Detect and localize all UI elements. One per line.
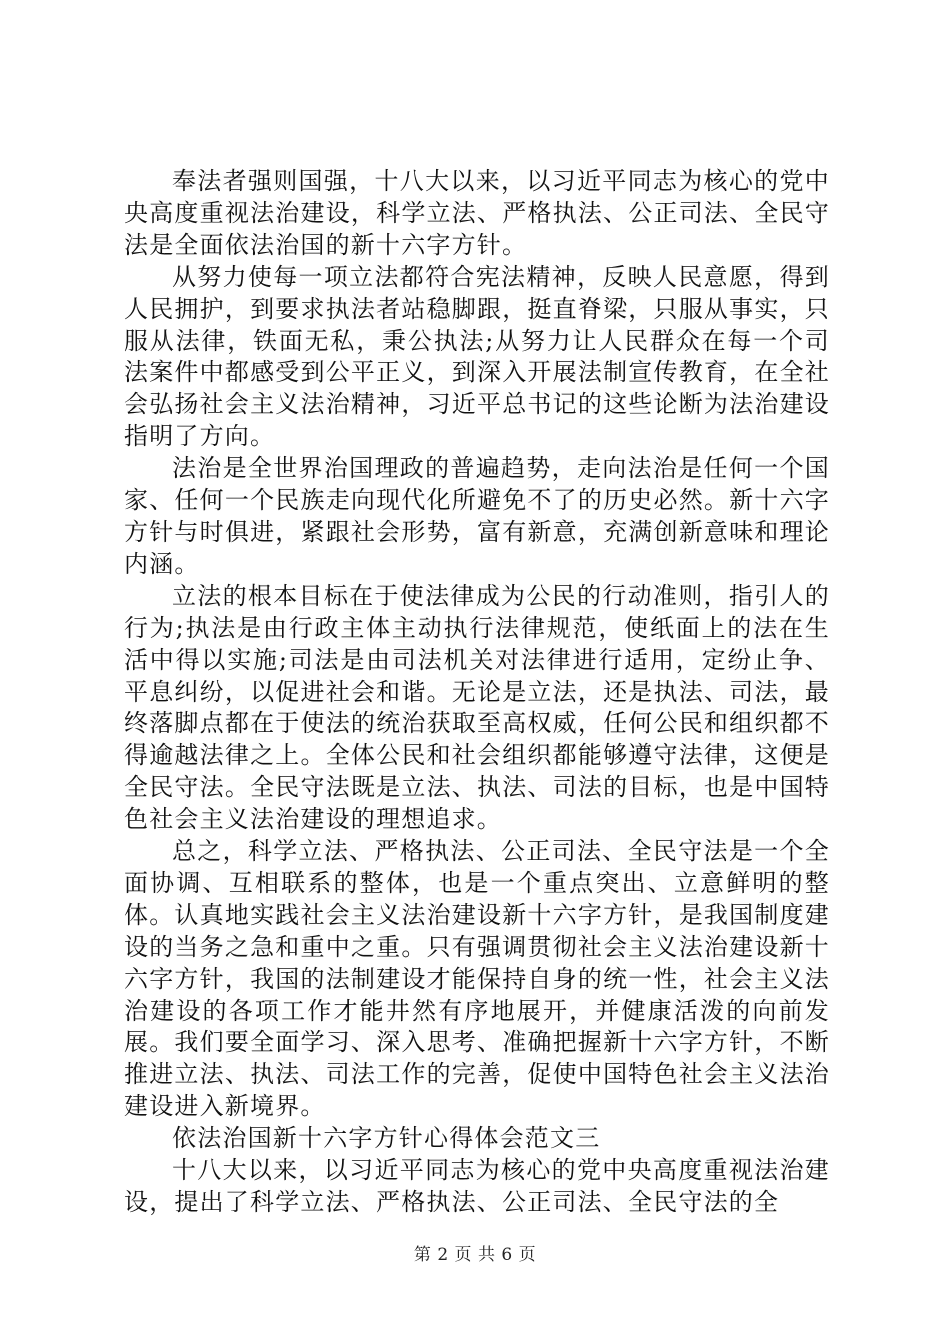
paragraph-4: 立法的根本目标在于使法律成为公民的行动准则，指引人的行为;执法是由行政主体主动执行法律规范，使纸面上的法在生活中得以实施;司法是由司法机关对法律进行适用，定纷止争、平息纠纷，以促进社会和谐。无论是立法，还是执法、司法，最终落脚点都在于使法的统治获取至高权威，任何公民和组织都不得逾越法律之上。全体公民和社会组织都能够遵守法律，这便是全民守法。全民守法既是立法、执法、司法的目标，也是中国特色社会主义法治建设的理想追求。	[124, 581, 830, 834]
page-footer	[0, 1240, 950, 1265]
paragraph-5: 总之，科学立法、严格执法、公正司法、全民守法是一个全面协调、互相联系的整体，也是一个重点突出、立意鲜明的整体。认真地实践社会主义法治建设新十六字方针，是我国制度建设的当务之急和重中之重。只有强调贯彻社会主义法治建设新十六字方针，我国的法制建设才能保持自身的统一性，社会主义法治建设的各项工作才能井然有序地展开，并健康活泼的向前发展。我们要全面学习、深入思考、准确把握新十六字方针，不断推进立法、执法、司法工作的完善，促使中国特色社会主义法治建设进入新境界。	[124, 837, 830, 1121]
paragraph-6: 十八大以来，以习近平同志为核心的党中央高度重视法治建设，提出了科学立法、严格执法、公正司法、全民守法的全	[124, 1156, 830, 1216]
paragraph-3: 法治是全世界治国理政的普遍趋势，走向法治是任何一个国家、任何一个民族走向现代化所避免不了的历史必然。新十六字方针与时俱进，紧跟社会形势，富有新意，充满创新意味和理论内涵。	[124, 454, 830, 578]
section-heading: 依法治国新十六字方针心得体会范文三	[172, 1124, 601, 1153]
document-body	[124, 166, 830, 1219]
page-number-label: 第 2 页 共 6 页	[413, 1245, 537, 1265]
paragraph-2: 从努力使每一项立法都符合宪法精神，反映人民意愿，得到人民拥护，到要求执法者站稳脚跟，挺直脊梁，只服从事实，只服从法律，铁面无私，秉公执法;从努力让人民群众在每一个司法案件中都感受到公平正义，到深入开展法制宣传教育，在全社会弘扬社会主义法治精神，习近平总书记的这些论断为法治建设指明了方向。	[124, 262, 830, 451]
paragraph-1: 奉法者强则国强，十八大以来，以习近平同志为核心的党中央高度重视法治建设，科学立法、严格执法、公正司法、全民守法是全面依法治国的新十六字方针。	[124, 167, 830, 259]
